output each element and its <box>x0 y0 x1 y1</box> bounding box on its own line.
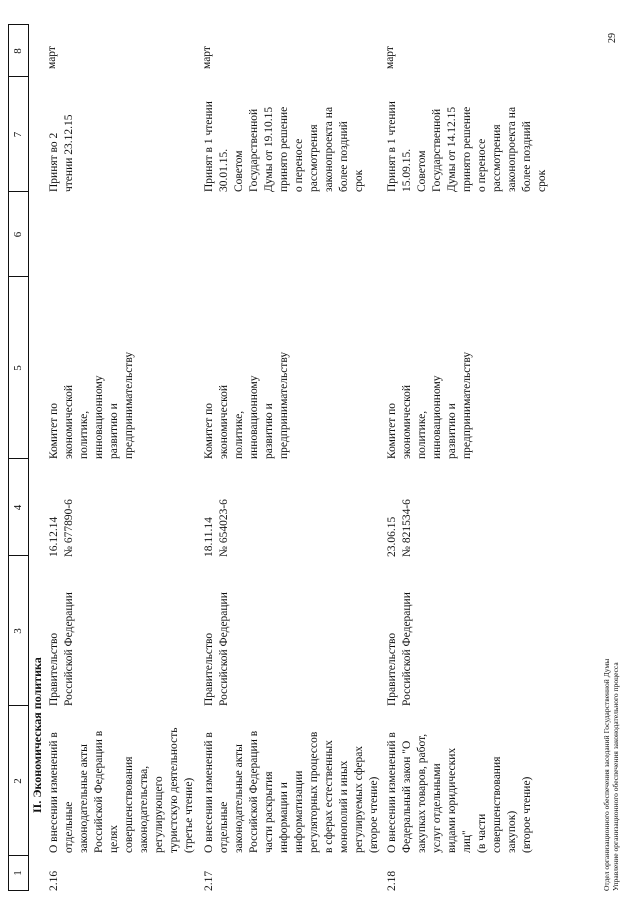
col-header-6: 6 <box>12 231 24 238</box>
row-month: март <box>46 46 58 69</box>
row-month: март <box>384 46 396 69</box>
row-title: О внесении изменений в Федеральный закон "О закупках товаров, работ, услуг отдельными видами юридических лиц" (в части совершенствования закупок) (второе чтение) <box>386 732 533 853</box>
footer <box>602 659 620 891</box>
row-number: 2.18 <box>386 870 398 891</box>
row-author: Правительство Российской Федерации <box>48 592 75 706</box>
col-header-4: 4 <box>12 504 24 511</box>
footer-line-2: Управление организационного обеспечения законодательного процесса <box>611 662 620 891</box>
col-header-5: 5 <box>12 365 24 371</box>
row-number: 2.17 <box>203 870 215 891</box>
row-committee: Комитет по экономической политике, инновационному развитию и предпринимательству <box>48 351 135 459</box>
row-date-number: 16.12.14 № 677890-6 <box>48 499 75 557</box>
col-header-7: 7 <box>12 131 24 138</box>
row-title: О внесении изменений в отдельные законодательные акты Российской Федерации в целях совершенствования законодательства, регулирующего туристскую деятельность (третье чтение) <box>48 727 195 853</box>
col-header-3: 3 <box>12 628 24 634</box>
row-number: 2.16 <box>48 870 60 891</box>
page-number: 29 <box>607 33 618 43</box>
row-month: март <box>201 46 213 69</box>
row-status: Принят в 1 чтении 15.09.15. Советом Государственной Думы от 14.12.15 принято решение о переносе рассмотрения законопроекта на более поздний срок <box>386 101 548 192</box>
footer-line-1: Отдел организационного обеспечения заседаний Государственной Думы <box>602 658 611 891</box>
col-header-8: 8 <box>12 48 24 54</box>
section-title: II. Экономическая политика <box>30 657 44 813</box>
row-status: Принят в 1 чтении 30.01.15. Советом Государственной Думы от 19.10.15 принято решение о переносе рассмотрения законопроекта на более поздний срок <box>203 101 365 192</box>
row-date-number: 23.06.15 № 821534-6 <box>386 499 413 557</box>
row-author: Правительство Российской Федерации <box>386 592 413 706</box>
row-committee: Комитет по экономической политике, инновационному развитию и предпринимательству <box>203 351 290 459</box>
row-author: Правительство Российской Федерации <box>203 592 230 706</box>
column-header-row <box>8 24 29 891</box>
row-status: Принят во 2 чтении 23.12.15 <box>48 114 75 192</box>
row-title: О внесении изменений в отдельные законодательные акты Российской Федерации в части раскрытия информации и информатизации регуляторных процессов в сферах естественных монополий и иных регулируемых сферах (второе чтение) <box>203 730 380 853</box>
row-committee: Комитет по экономической политике, инновационному развитию и предпринимательству <box>386 351 473 459</box>
col-header-2: 2 <box>12 778 24 784</box>
row-date-number: 18.11.14 № 654023-6 <box>203 499 230 557</box>
col-header-1: 1 <box>12 870 24 876</box>
